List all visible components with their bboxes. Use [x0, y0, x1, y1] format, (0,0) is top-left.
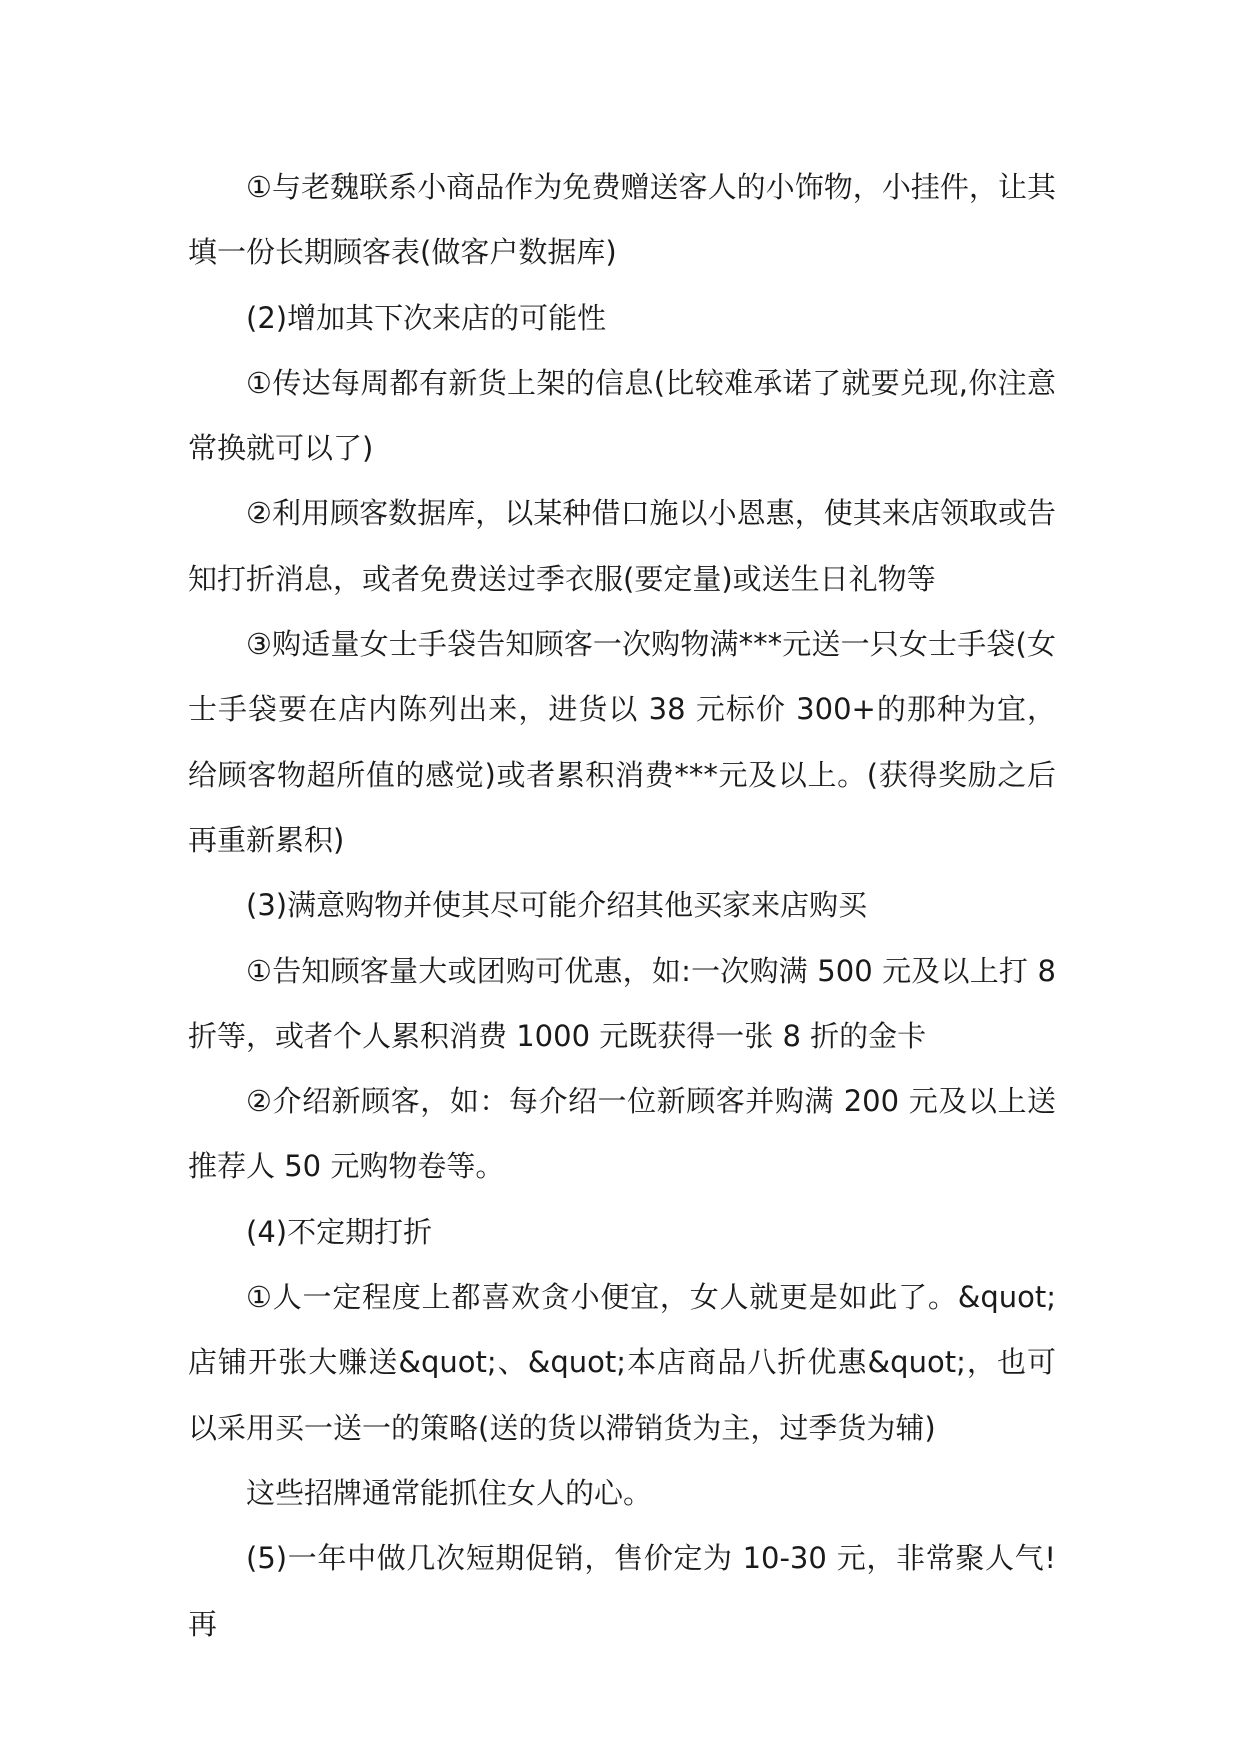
document-page	[188, 155, 1056, 1657]
paragraph-bargain-psychology: ①人一定程度上都喜欢贪小便宜，女人就更是如此了。&quot;店铺开张大赚送&quot;、&quot;本店商品八折优惠&quot;，也可以采用买一送一的策略(送的货以滞销货为主，过季货为辅)	[188, 1280, 1056, 1445]
paragraph-new-arrivals: ①传达每周都有新货上架的信息(比较难承诺了就要兑现,你注意常换就可以了)	[188, 365, 1056, 466]
paragraph-signboards: 这些招牌通常能抓住女人的心。	[246, 1475, 653, 1510]
paragraph-gift-accessories: ①与老魏联系小商品作为免费赠送客人的小饰物，小挂件，让其填一份长期顾客表(做客户数据库)	[188, 170, 1056, 270]
paragraph-bulk-discount: ①告知顾客量大或团购可优惠，如:一次购满 500 元及以上打 8 折等，或者个人累积消费 1000 元既获得一张 8 折的金卡	[188, 953, 1056, 1053]
heading-next-visit: (2)增加其下次来店的可能性	[246, 300, 607, 335]
paragraph-handbag-gift: ③购适量女士手袋告知顾客一次购物满***元送一只女士手袋(女士手袋要在店内陈列出来，进货以 38 元标价 300+的那种为宜，给顾客物超所值的感觉)或者累积消费***元及以上。(获得奖励之后再重新累积)	[188, 627, 1056, 857]
paragraph-short-promotions: (5)一年中做几次短期促销，售价定为 10-30 元，非常聚人气!再	[188, 1541, 1056, 1641]
heading-referrals: (3)满意购物并使其尽可能介绍其他买家来店购买	[246, 888, 868, 923]
paragraph-new-customer: ②介绍新顾客，如：每介绍一位新顾客并购满 200 元及以上送推荐人 50 元购物卷等。	[188, 1084, 1056, 1184]
paragraph-customer-database: ②利用顾客数据库，以某种借口施以小恩惠，使其来店领取或告知打折消息，或者免费送过季衣服(要定量)或送生日礼物等	[188, 496, 1056, 596]
heading-irregular-discounts: (4)不定期打折	[246, 1214, 433, 1249]
